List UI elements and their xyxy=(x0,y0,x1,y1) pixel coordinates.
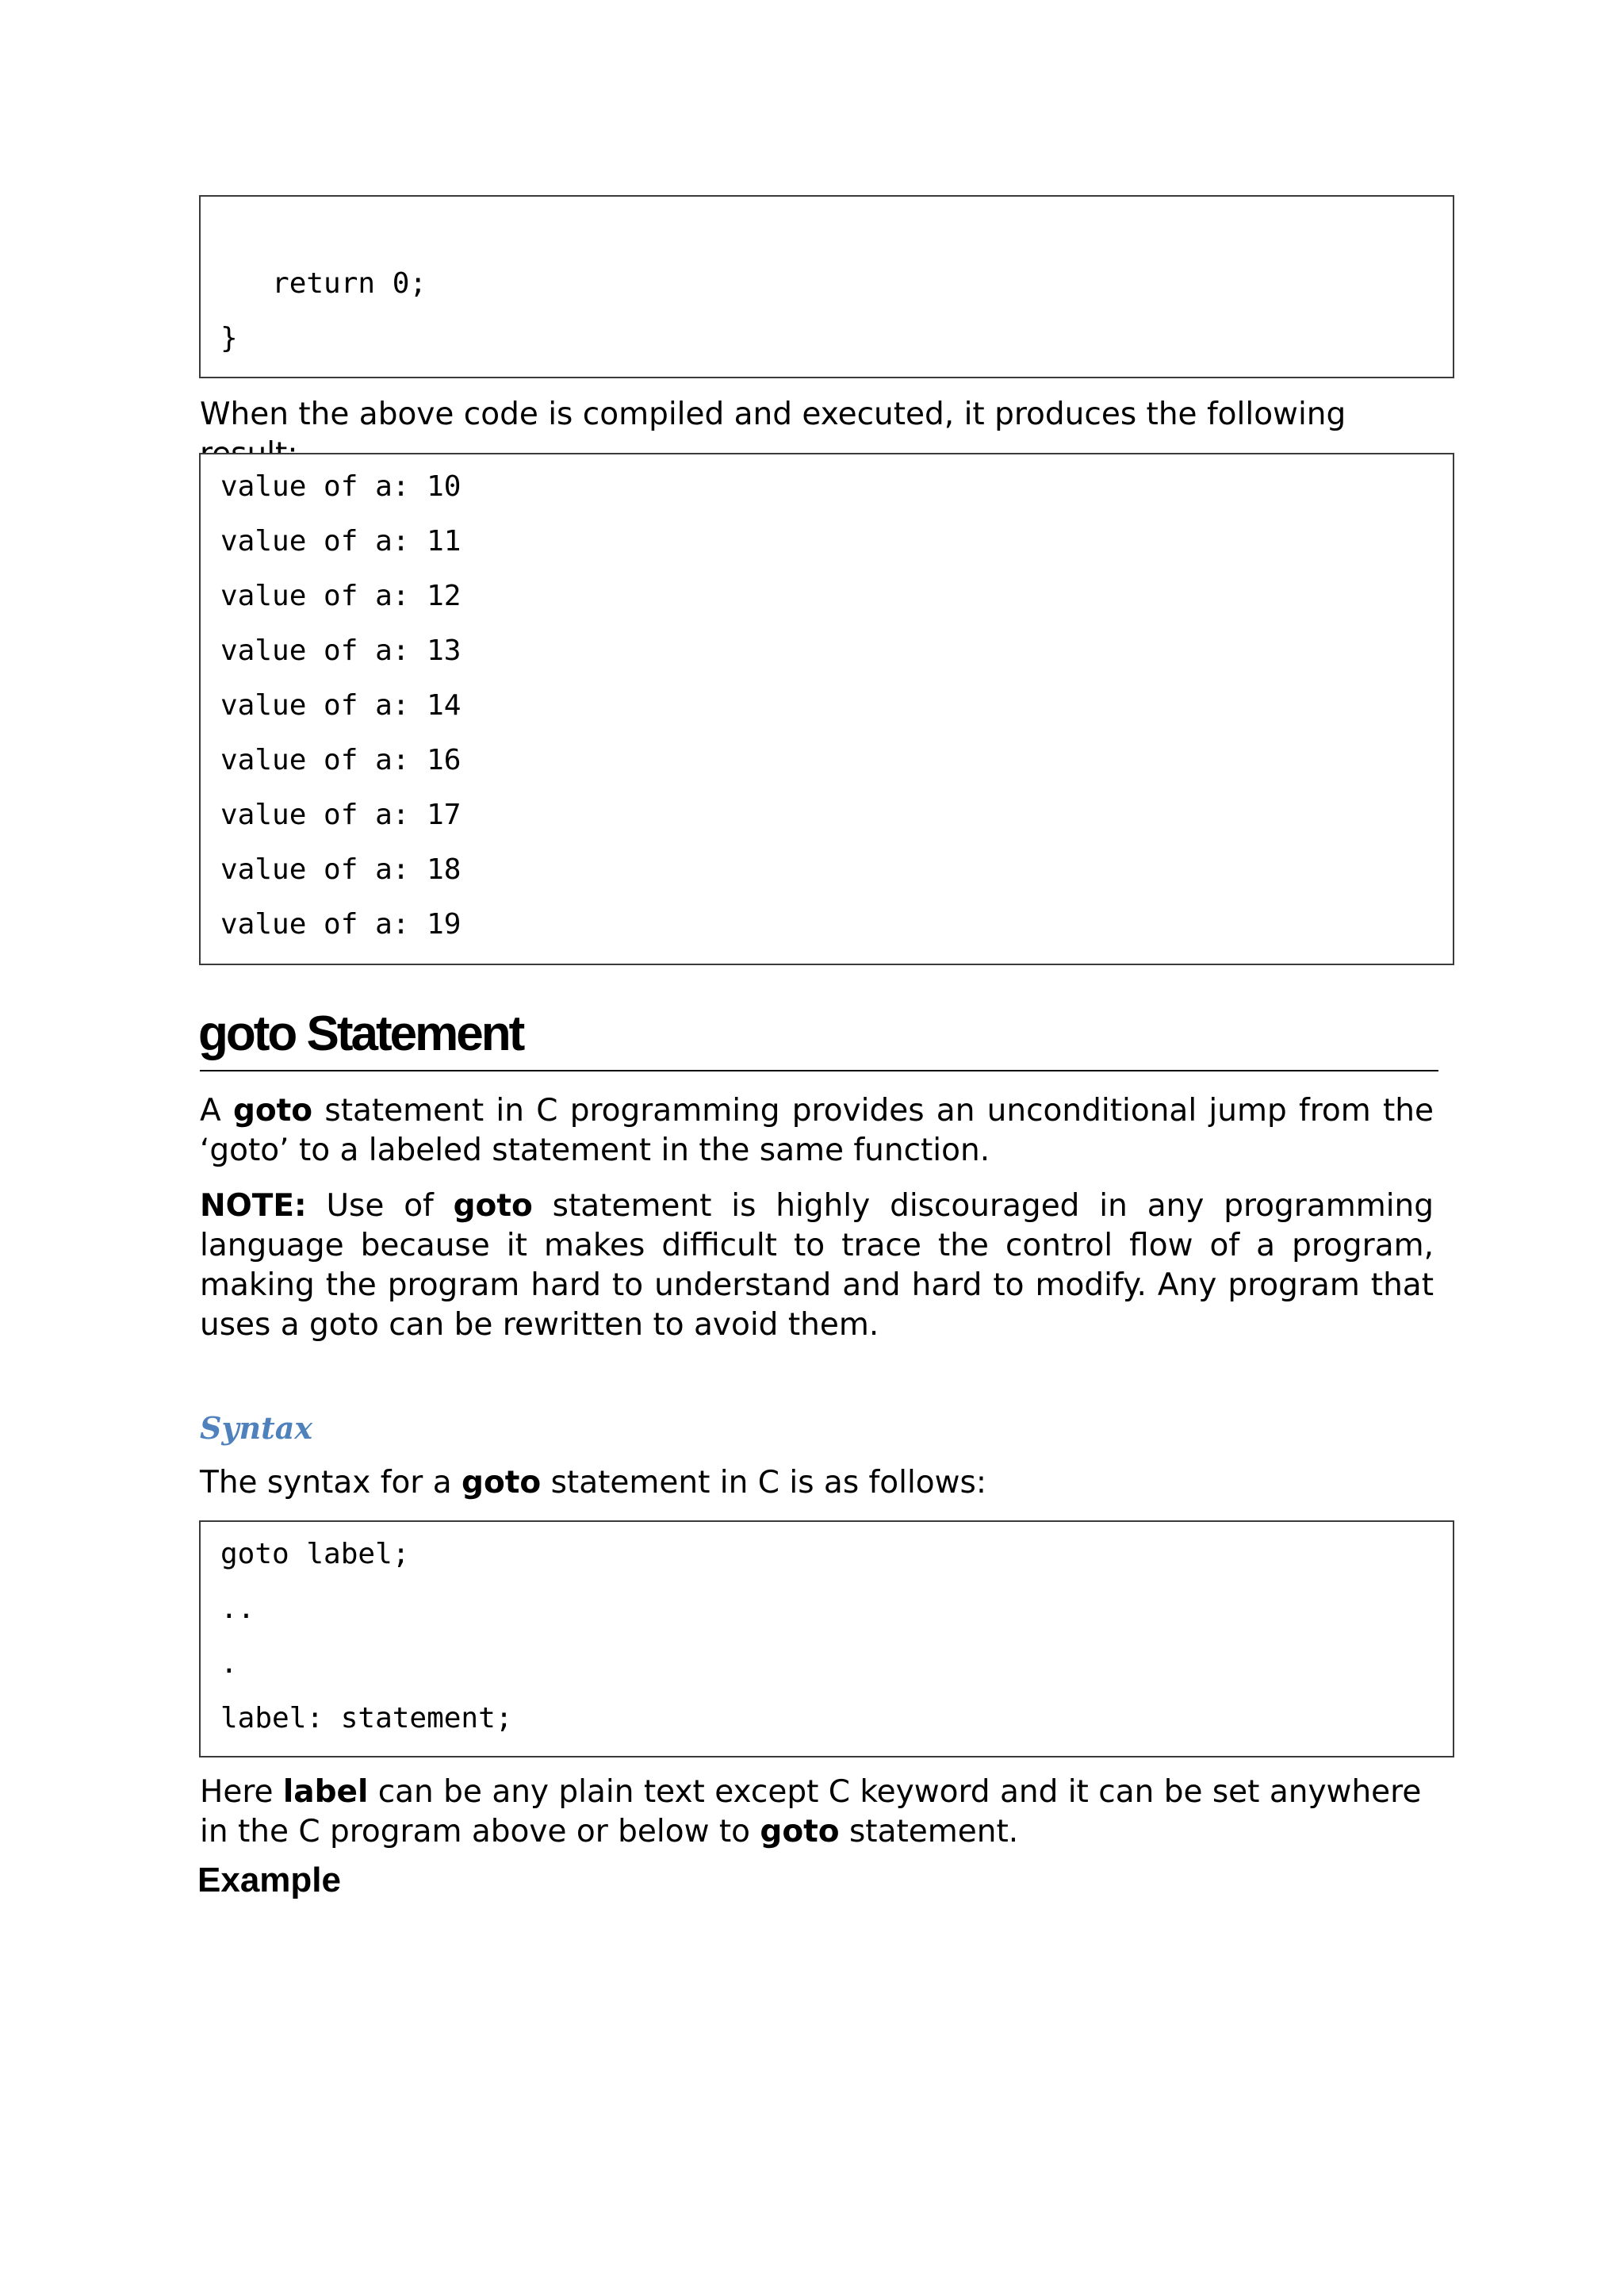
output-line: value of a: 14 xyxy=(220,689,462,722)
note-text-2: statement is highly discouraged in any programming language because it makes difficult to trace the control flow of a program, making the program hard to understand and hard to modify. Any program that uses a goto can be rewritten to avoid them. xyxy=(200,1188,1434,1343)
output-line: value of a: 10 xyxy=(220,470,462,503)
result-intro: When the above code is compiled and executed, it produces the following xyxy=(200,397,1346,432)
syntax-code-line: label: statement; xyxy=(220,1702,513,1734)
output-line: value of a: 12 xyxy=(220,580,462,612)
syntax-intro-prefix: The syntax for a xyxy=(200,1465,462,1501)
explanation-middle: can be any plain text except C keyword and it can be set anywhere in the C program above or below to xyxy=(200,1774,1422,1849)
syntax-code-line: . xyxy=(220,1647,238,1680)
output-line: value of a: 16 xyxy=(220,744,462,776)
syntax-intro-rest: statement in C is as follows: xyxy=(541,1465,987,1501)
intro-keyword: goto xyxy=(232,1093,313,1129)
explanation-keyword-goto: goto xyxy=(760,1814,840,1849)
note-keyword: goto xyxy=(453,1188,533,1224)
output-line: value of a: 11 xyxy=(220,525,462,558)
syntax-heading: Syntax xyxy=(200,1410,312,1446)
syntax-intro xyxy=(200,1463,1434,1503)
syntax-code-block xyxy=(199,1520,1454,1757)
label-explanation xyxy=(200,1773,1434,1852)
goto-intro-paragraph xyxy=(200,1091,1434,1171)
syntax-code-line: goto label; xyxy=(220,1538,410,1570)
note-text-1: Use of xyxy=(306,1188,454,1224)
note-paragraph xyxy=(200,1186,1434,1345)
output-line: value of a: 19 xyxy=(220,908,462,941)
output-line: value of a: 13 xyxy=(220,634,462,667)
section-title: goto Statement xyxy=(198,1006,523,1061)
note-label: NOTE: xyxy=(200,1188,307,1224)
syntax-intro-keyword: goto xyxy=(462,1465,542,1501)
code-line: } xyxy=(220,322,238,355)
section-title-rule xyxy=(200,1070,1438,1071)
output-line: value of a: 17 xyxy=(220,799,462,831)
explanation-prefix: Here xyxy=(200,1774,283,1810)
explanation-keyword-label: label xyxy=(282,1774,369,1810)
output-block xyxy=(199,453,1454,965)
code-block-end-of-program xyxy=(199,195,1454,378)
output-line: value of a: 18 xyxy=(220,853,462,886)
intro-prefix: A xyxy=(200,1093,233,1129)
explanation-suffix: statement. xyxy=(839,1814,1019,1849)
syntax-code-line: .. xyxy=(220,1593,255,1625)
example-heading: Example xyxy=(197,1861,341,1899)
code-line: return 0; xyxy=(220,267,427,300)
intro-rest: statement in C programming provides an unconditional jump from the ‘goto’ to a labeled statement in the same function. xyxy=(200,1093,1434,1168)
